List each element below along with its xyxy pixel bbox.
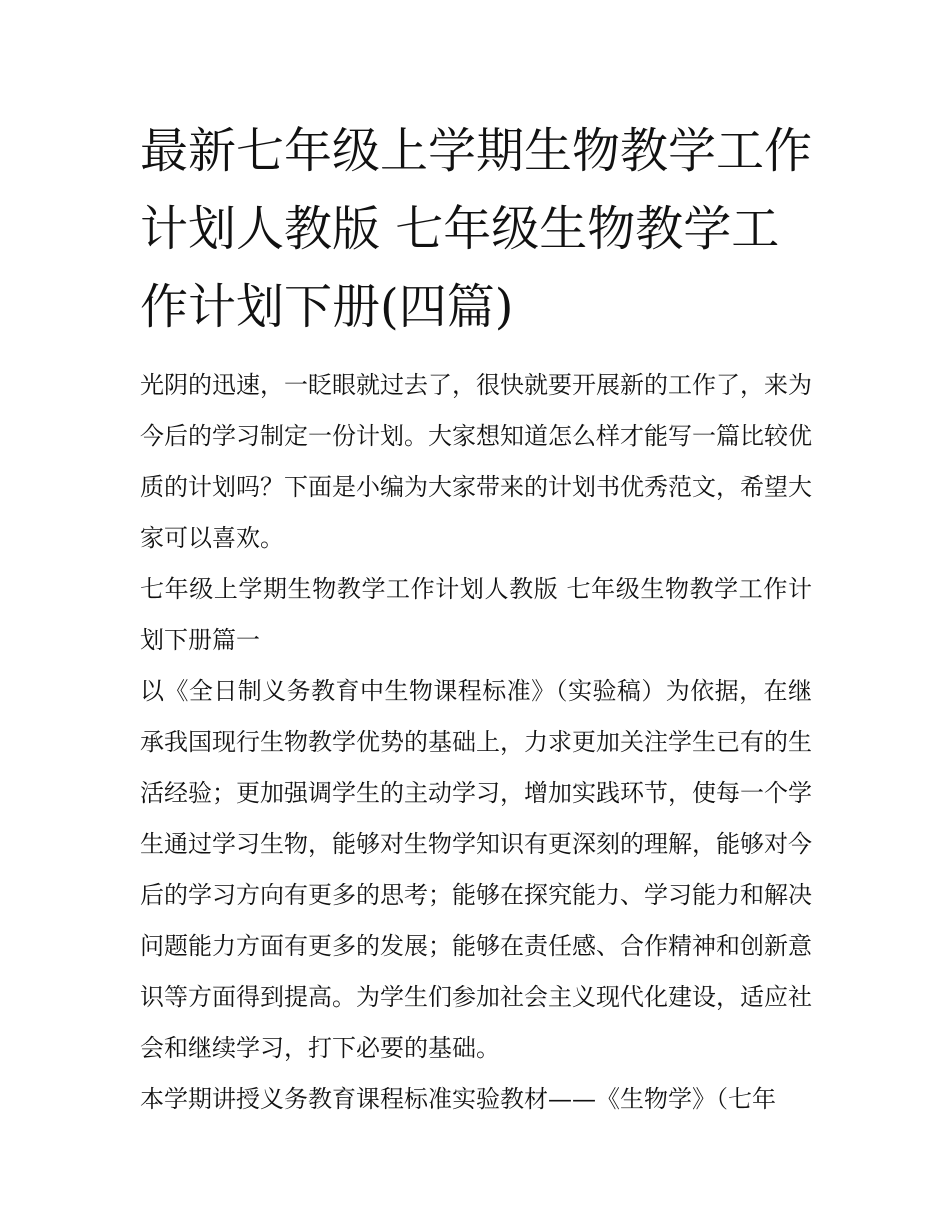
body-paragraph-continued: 本学期讲授义务教育课程标准实验教材——《生物学》（七年 — [140, 1085, 776, 1113]
document-body — [140, 112, 812, 1125]
intro-paragraph: 光阴的迅速，一眨眼就过去了，很快就要开展新的工作了，来为今后的学习制定一份计划。大家想知道怎么样才能写一篇比较优质的计划吗？下面是小编为大家带来的计划书优秀范文，希望大家可以喜欢。 — [140, 371, 812, 552]
body-paragraph: 以《全日制义务教育中生物课程标准》（实验稿）为依据，在继承我国现行生物教学优势的基础上，力求更加关注学生已有的生活经验；更加强调学生的主动学习，增加实践环节，使每一个学生通过学习生物，能够对生物学知识有更深刻的理解，能够对今后的学习方向有更多的思考；能够在探究能力、学习能力和解决问题能力方面有更多的发展；能够在责任感、合作精神和创新意识等方面得到提高。为学生们参加社会主义现代化建设，适应社会和继续学习，打下必要的基础。 — [140, 677, 812, 1062]
section-heading-paragraph: 七年级上学期生物教学工作计划人教版 七年级生物教学工作计划下册篇一 — [140, 575, 812, 654]
document-title: 最新七年级上学期生物教学工作计划人教版 七年级生物教学工作计划下册(四篇) — [140, 123, 813, 335]
